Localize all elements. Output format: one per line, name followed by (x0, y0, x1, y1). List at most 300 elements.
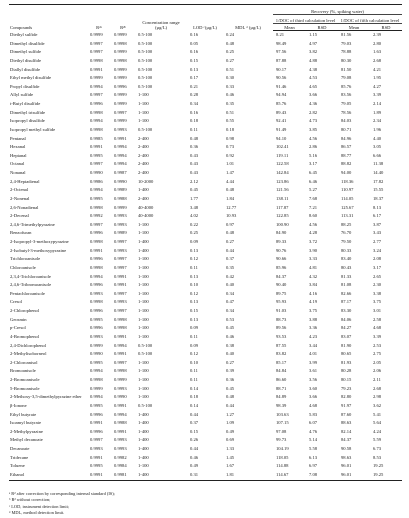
compound-cell: Tridecane (10, 454, 29, 460)
fifth-mean-cell: 82.66 (341, 290, 352, 296)
r2-corrected-cell: 0.9995 (90, 152, 103, 158)
compound-cell: Pentachloroanisole (10, 290, 45, 296)
results-table-container (9, 4, 402, 481)
compound-cell: Benzofuran (10, 230, 32, 236)
r2-corrected-cell: 0.9991 (90, 144, 103, 150)
table-row (9, 290, 402, 299)
compound-cell: Allyl sulfide (10, 92, 34, 98)
third-rsd-cell: 7.08 (306, 471, 338, 480)
r2-corrected-cell: 0.9997 (90, 161, 103, 167)
compound-cell: Bromoanisole (10, 368, 36, 374)
fifth-rsd-cell: 3.38 (373, 290, 382, 296)
fifth-mean-cell: 80.71 (341, 126, 352, 132)
third-mean-cell: 92.41 (276, 118, 287, 124)
fifth-mean-cell: 84.96 (341, 135, 352, 141)
r2-uncorrected-cell: 0.9997 (114, 359, 127, 365)
third-rsd-cell: 4.76 (309, 428, 318, 434)
r2-uncorrected-cell: 0.9998 (114, 325, 127, 331)
r2-uncorrected-cell: 0.9982 (114, 454, 127, 460)
validation-table (9, 4, 402, 481)
fifth-rsd-cell: 4.21 (373, 66, 382, 72)
r2-uncorrected-cell: 0.9993 (114, 437, 127, 443)
footnote: ᵃ R² after correction by corresponding internal standard (IS); (9, 491, 115, 496)
third-mean-cell: 99.73 (276, 437, 287, 443)
r2-uncorrected-cell: 0.9998 (114, 316, 127, 322)
mdl-cell: 0.44 (226, 247, 235, 253)
mdl-cell: 0.97 (226, 221, 235, 227)
mdl-cell: 12.77 (226, 204, 237, 210)
header-fifth-mean: Mean (338, 24, 370, 31)
lod-cell: 0.37 (190, 420, 199, 426)
range-cell: 1-100 (138, 377, 149, 382)
third-rsd-cell: 4.32 (309, 273, 318, 279)
range-cell: 1-100 (138, 118, 149, 124)
table-row (9, 83, 402, 92)
range-cell: 1-400 (138, 428, 149, 434)
fifth-rsd-cell: 2.68 (373, 385, 382, 391)
range-cell: 1-100 (138, 230, 149, 236)
r2-uncorrected-cell: 0.9997 (114, 239, 127, 244)
fifth-mean-cell: 114.05 (341, 195, 354, 201)
fifth-mean-cell: 110.97 (341, 187, 354, 193)
r2-uncorrected-cell: 0.9990 (114, 394, 127, 400)
r2-corrected-cell: 0.9993 (90, 446, 103, 451)
third-rsd-cell: 1.15 (309, 32, 318, 37)
r2-corrected-cell: 0.9993 (90, 290, 103, 296)
range-cell: 1-100 (138, 273, 149, 279)
lod-cell: 0.05 (190, 40, 199, 46)
range-cell: 0.5-100 (138, 342, 153, 348)
fifth-rsd-cell: 3.39 (373, 92, 382, 98)
compound-cell: Chloroanisole (10, 264, 36, 270)
mdl-cell: 0.48 (226, 394, 235, 400)
fifth-mean-cell: 81.08 (341, 282, 352, 288)
table-row (9, 255, 402, 264)
r2-uncorrected-cell: 0.9999 (114, 92, 127, 98)
compound-cell: t-Butyl disulfide (10, 101, 41, 106)
mdl-cell: 4.44 (226, 178, 235, 184)
lod-cell: 3.48 (190, 204, 199, 210)
third-rsd-cell: 4.81 (309, 264, 318, 270)
table-row (9, 221, 402, 230)
r2-corrected-cell: 0.9993 (90, 333, 103, 339)
table-body (9, 31, 402, 481)
lod-cell: 0.11 (190, 377, 198, 382)
r2-uncorrected-cell: 0.9993 (114, 385, 127, 391)
table-row (9, 307, 402, 316)
third-rsd-cell: 3.56 (309, 377, 318, 382)
range-cell: 1-100 (138, 282, 149, 288)
fifth-rsd-cell: 6.17 (373, 213, 382, 219)
mdl-cell: 0.35 (226, 101, 235, 106)
compound-cell: Geosmin (10, 316, 27, 322)
range-cell: 2-400 (138, 161, 149, 167)
third-rsd-cell: 4.56 (309, 135, 318, 141)
compound-cell: Decanoate (10, 446, 30, 451)
fifth-mean-cell: 87.17 (341, 299, 352, 305)
lod-cell: 0.13 (190, 299, 199, 305)
mdl-cell: 0.34 (226, 308, 235, 313)
compound-cell: 2,4,6-Trimethylpyrazine (10, 221, 55, 227)
third-mean-cell: 97.08 (276, 428, 287, 434)
mdl-cell: 0.37 (226, 256, 235, 262)
third-rsd-cell: 3.36 (309, 325, 318, 331)
lod-cell: 0.44 (190, 446, 199, 451)
r2-uncorrected-cell: 0.9984 (114, 463, 127, 469)
range-cell: 1-100 (138, 316, 149, 322)
mdl-cell: 1.47 (226, 170, 235, 175)
third-mean-cell: 89.56 (276, 325, 287, 331)
r2-uncorrected-cell: 0.9994 (114, 161, 127, 167)
r2-uncorrected-cell: 0.9998 (114, 368, 127, 374)
compound-cell: 2,4-Heptadienal (10, 178, 40, 184)
fifth-mean-cell: 94.00 (341, 170, 352, 175)
third-rsd-cell: 3.66 (309, 92, 318, 98)
compound-cell: Isopropyl disulfide (10, 118, 45, 124)
range-cell: 0.5-100 (138, 83, 153, 89)
r2-corrected-cell: 0.9996 (90, 282, 103, 288)
lod-cell: 0.15 (190, 57, 199, 63)
lod-cell: 0.14 (190, 385, 199, 391)
mdl-cell: 0.73 (226, 144, 235, 150)
r2-uncorrected-cell: 0.9999 (114, 204, 127, 210)
header-compounds: Compounds (9, 5, 87, 31)
compound-cell: Nonanal (10, 170, 26, 175)
fifth-mean-cell: 76.70 (341, 230, 352, 236)
fifth-mean-cell: 84.37 (341, 437, 352, 443)
table-row (9, 204, 402, 213)
header-r2-corrected: R²ᵃ (87, 5, 111, 31)
table-row (9, 212, 402, 221)
mdl-cell: 0.39 (226, 368, 235, 374)
table-row (9, 298, 402, 307)
lod-cell: 0.09 (190, 239, 199, 244)
third-mean-cell: 122.85 (276, 213, 289, 219)
third-mean-cell: 88.73 (276, 316, 287, 322)
fifth-mean-cell: 90.58 (341, 446, 352, 451)
table-row (9, 186, 402, 195)
fifth-rsd-cell: 4.40 (373, 135, 382, 141)
r2-corrected-cell: 0.9997 (90, 40, 103, 46)
mdl-cell: 0.35 (226, 264, 235, 270)
third-mean-cell: 88.71 (276, 385, 287, 391)
lod-cell: 0.43 (190, 161, 199, 167)
fifth-rsd-cell: 3.01 (373, 308, 382, 313)
table-row (9, 91, 402, 100)
fifth-rsd-cell: 3.17 (373, 264, 382, 270)
fifth-mean-cell: 80.33 (341, 247, 352, 253)
mdl-cell: 0.92 (226, 152, 235, 158)
fifth-mean-cell: 78.88 (341, 49, 352, 55)
table-row (9, 40, 402, 49)
range-cell: 0.5-100 (138, 402, 153, 408)
r2-uncorrected-cell: 0.9990 (114, 178, 127, 184)
lod-cell: 0.22 (190, 221, 199, 227)
r2-uncorrected-cell: 0.9993 (114, 247, 127, 253)
fifth-rsd-cell: 3.87 (373, 221, 382, 227)
compound-cell: Heptanal (10, 152, 27, 158)
compound-cell: 2-Chloroanisol (10, 359, 38, 365)
third-mean-cell: 87.88 (276, 57, 287, 63)
third-rsd-cell: 3.17 (309, 161, 318, 167)
fifth-mean-cell: 86.57 (341, 144, 352, 150)
compound-cell: 2-Decenal (10, 213, 29, 219)
range-cell: 1-100 (138, 308, 149, 313)
fifth-mean-cell: 80.15 (341, 377, 352, 382)
range-cell: 1-400 (138, 446, 149, 451)
fifth-mean-cell: 88.63 (341, 420, 352, 426)
table-row (9, 436, 402, 445)
lod-cell: 0.14 (190, 402, 199, 408)
lod-cell: 0.11 (190, 126, 198, 132)
table-row (9, 359, 402, 368)
range-cell: 1-400 (138, 239, 149, 244)
mdl-cell: 0.40 (226, 282, 235, 288)
fifth-mean-cell: 83.07 (341, 333, 352, 339)
r2-uncorrected-cell: 0.9994 (114, 144, 127, 150)
r2-corrected-cell: 0.9992 (90, 213, 103, 219)
range-cell: 1-100 (138, 101, 149, 106)
header-fifth-level: 1/DOC of fifth calculation level (338, 15, 402, 24)
fifth-rsd-cell: 3.43 (373, 230, 382, 236)
mdl-cell: 0.46 (226, 333, 235, 339)
r2-corrected-cell: 0.9998 (90, 377, 103, 382)
mdl-cell: 0.48 (226, 230, 235, 236)
third-mean-cell: 103.63 (276, 411, 289, 417)
fifth-rsd-cell: 2.75 (373, 351, 382, 357)
compound-cell: 2,4-Dichlorophenol (10, 342, 47, 348)
range-cell: 40-4000 (138, 204, 154, 210)
third-rsd-cell: 6.07 (309, 420, 318, 426)
third-mean-cell: 90.76 (276, 247, 287, 253)
table-row (9, 195, 402, 204)
third-rsd-cell: 4.68 (309, 402, 318, 408)
third-mean-cell: 91.03 (276, 308, 287, 313)
lod-cell: 0.09 (190, 342, 199, 348)
fifth-mean-cell: 80.43 (341, 264, 352, 270)
fifth-mean-cell: 79.05 (341, 101, 352, 106)
fifth-mean-cell: 79.23 (341, 385, 352, 391)
r2-uncorrected-cell: 0.9996 (114, 83, 127, 89)
table-footnotes (9, 491, 402, 517)
fifth-mean-cell: 81.56 (341, 32, 352, 37)
third-rsd-cell: 4.23 (309, 333, 318, 339)
r2-corrected-cell: 0.9996 (90, 256, 103, 262)
third-mean-cell: 84.37 (276, 273, 287, 279)
fifth-mean-cell: 81.33 (341, 273, 352, 279)
table-row (9, 445, 402, 454)
r2-uncorrected-cell: 0.9997 (114, 290, 127, 296)
lod-cell: 0.43 (190, 170, 199, 175)
lod-cell: 0.13 (190, 247, 199, 253)
fifth-rsd-cell: 6.73 (373, 446, 382, 451)
compound-cell: Dimethyl disulfide (10, 40, 45, 46)
third-mean-cell: 142.84 (276, 170, 289, 175)
fifth-rsd-cell: 2.80 (373, 40, 382, 46)
mdl-cell: 0.40 (226, 351, 235, 357)
mdl-cell: 0.30 (226, 75, 235, 81)
third-mean-cell: 87.55 (276, 342, 287, 348)
compound-cell: Cresol (10, 299, 22, 305)
mdl-cell: 0.44 (226, 402, 235, 408)
third-mean-cell: 121.56 (276, 187, 289, 193)
range-cell: 2-400 (138, 195, 149, 201)
compound-cell: Octanal (10, 161, 25, 167)
third-mean-cell: 100.90 (276, 221, 289, 227)
third-mean-cell: 122.58 (276, 161, 289, 167)
table-row (9, 273, 402, 282)
range-cell: 0.5-100 (138, 75, 153, 81)
fifth-rsd-cell: 2.68 (373, 57, 382, 63)
compound-cell: 2-Methylisoborneol (10, 351, 47, 357)
compound-cell: 2,6-Nonadienal (10, 204, 39, 210)
lod-cell: 0.11 (190, 333, 198, 339)
mdl-cell: 0.53 (226, 316, 235, 322)
fifth-mean-cell: 84.27 (341, 325, 352, 331)
range-cell: 1-400 (138, 454, 149, 460)
third-rsd-cell: 4.65 (309, 83, 318, 89)
r2-uncorrected-cell: 0.9991 (114, 351, 127, 357)
r2-uncorrected-cell: 0.9994 (114, 152, 127, 158)
third-rsd-cell: 3.66 (309, 394, 318, 400)
compound-cell: Dimethyl trisulfide (10, 109, 46, 115)
mdl-cell: 0.27 (226, 359, 235, 365)
footnote: ᶜ LOD, instrument detection limit; (9, 503, 70, 509)
compound-cell: Methyl decanoate (10, 437, 43, 443)
third-mean-cell: 118.05 (276, 454, 289, 460)
lod-cell: 0.10 (190, 359, 199, 365)
lod-cell: 0.28 (190, 92, 199, 98)
lod-cell: 0.18 (190, 394, 199, 400)
header-third-mean: Mean (273, 24, 306, 31)
range-cell: 0.5-100 (138, 126, 153, 132)
mdl-cell: 1.09 (226, 420, 235, 426)
range-cell: 1-400 (138, 411, 149, 417)
fifth-mean-cell: 82.14 (341, 428, 352, 434)
third-mean-cell: 85.96 (276, 264, 287, 270)
third-rsd-cell: 3.44 (309, 342, 318, 348)
mdl-cell: 0.36 (226, 377, 235, 382)
fifth-rsd-cell: 3.05 (373, 144, 382, 150)
r2-uncorrected-cell: 0.9991 (114, 428, 127, 434)
header-fifth-rsd: RSD (370, 24, 402, 31)
third-rsd-cell: 6.13 (309, 454, 318, 460)
third-mean-cell: 84.89 (276, 394, 287, 400)
r2-corrected-cell: 0.9997 (90, 92, 103, 98)
header-r2-uncorrected: R²ᵇ (111, 5, 135, 31)
compound-cell: Pentanal (10, 135, 26, 141)
table-row (9, 48, 402, 57)
third-mean-cell: 90.17 (276, 66, 287, 72)
r2-corrected-cell: 0.9998 (90, 57, 103, 63)
mdl-cell: 0.18 (226, 126, 235, 132)
r2-uncorrected-cell: 0.9998 (114, 40, 127, 46)
compound-cell: Ethanol (9, 471, 87, 480)
r2-corrected-cell: 0.9999 (90, 385, 103, 391)
range-cell: 2-400 (138, 152, 149, 158)
lod-cell: 0.36 (190, 144, 199, 150)
range-cell: 0.5-100 (138, 351, 153, 357)
lod-cell: 0.10 (190, 282, 199, 288)
range-cell: 40-4000 (138, 213, 154, 219)
table-row (9, 74, 402, 83)
table-row (9, 229, 402, 238)
third-rsd-cell: 8.60 (309, 213, 318, 219)
range-cell: 1-100 (138, 359, 149, 365)
compound-cell: 2-Isopropyl-3-methoxypyrazine (10, 239, 69, 244)
table-row (9, 238, 402, 247)
fifth-mean-cell: 113.31 (341, 213, 354, 219)
r2-corrected-cell: 0.9996 (90, 101, 103, 106)
mdl-cell: 0.47 (226, 299, 235, 305)
r2-corrected-cell: 0.9994 (90, 83, 103, 89)
r2-uncorrected-cell: 0.9999 (114, 75, 127, 81)
fifth-rsd-cell: 2.39 (373, 32, 382, 37)
third-rsd-cell: 4.56 (309, 221, 318, 227)
mdl-cell: 0.34 (226, 290, 235, 296)
third-rsd-cell: 2.86 (309, 144, 318, 150)
range-cell: 1-400 (138, 437, 149, 443)
fifth-rsd-cell: 5.59 (373, 437, 382, 443)
lod-cell: 0.43 (190, 152, 199, 158)
fifth-rsd-cell: 2.08 (373, 256, 382, 262)
third-rsd-cell: 3.85 (309, 126, 318, 132)
third-mean-cell: 86.60 (276, 377, 287, 382)
compound-cell: Hexanal (10, 144, 26, 150)
third-rsd-cell: 6.45 (309, 170, 318, 175)
fifth-rsd-cell: 2.14 (373, 101, 382, 106)
r2-corrected-cell: 0.9996 (90, 308, 103, 313)
range-cell: 10-2000 (138, 178, 154, 184)
header-recovery: Recovery (%, spiking water) (273, 5, 402, 15)
range-cell: 1-100 (138, 368, 149, 374)
compound-cell: 2-Isobutyl-3-methoxypyrazine (10, 247, 67, 253)
fifth-rsd-cell: 2.53 (373, 342, 382, 348)
third-rsd-cell: 3.33 (309, 256, 318, 262)
footnote: ᵈ MDL, method detection limit. (9, 510, 65, 516)
compound-cell: Trichloroanisole (10, 256, 41, 262)
r2-corrected-cell: 0.9999 (90, 342, 103, 348)
r2-corrected-cell: 0.9994 (90, 368, 103, 374)
fifth-rsd-cell: 3.62 (373, 402, 382, 408)
fifth-rsd-cell: 5.41 (373, 411, 382, 417)
fifth-rsd-cell: 2.65 (373, 273, 382, 279)
third-rsd-cell: 4.01 (309, 351, 318, 357)
third-mean-cell: 114.88 (276, 463, 289, 469)
fifth-mean-cell: 125.67 (341, 204, 354, 210)
r2-corrected-cell: 0.9996 (90, 325, 103, 331)
table-header (9, 5, 402, 31)
r2-uncorrected-cell: 0.9993 (114, 221, 127, 227)
table-row (9, 264, 402, 273)
third-mean-cell: 90.40 (276, 282, 287, 288)
r2-uncorrected-cell: 0.9997 (114, 256, 127, 262)
r2-uncorrected-cell: 0.9991 (114, 282, 127, 288)
table-row (9, 126, 402, 135)
r2-corrected-cell: 0.9996 (90, 230, 103, 236)
table-row (9, 117, 402, 126)
compound-cell: 2-Chlorophenol (10, 308, 40, 313)
range-cell: 0.5-100 (138, 31, 153, 37)
fifth-mean-cell: 79.50 (341, 239, 352, 244)
r2-uncorrected-cell: 0.9999 (114, 118, 127, 124)
third-rsd-cell: 4.53 (309, 75, 318, 81)
range-cell: 1-100 (138, 299, 149, 305)
third-mean-cell: 98.49 (276, 40, 287, 46)
range-cell: 1-100 (138, 264, 149, 270)
third-mean-cell: 91.46 (276, 83, 287, 89)
r2-corrected-cell: 0.9991 (90, 66, 103, 72)
